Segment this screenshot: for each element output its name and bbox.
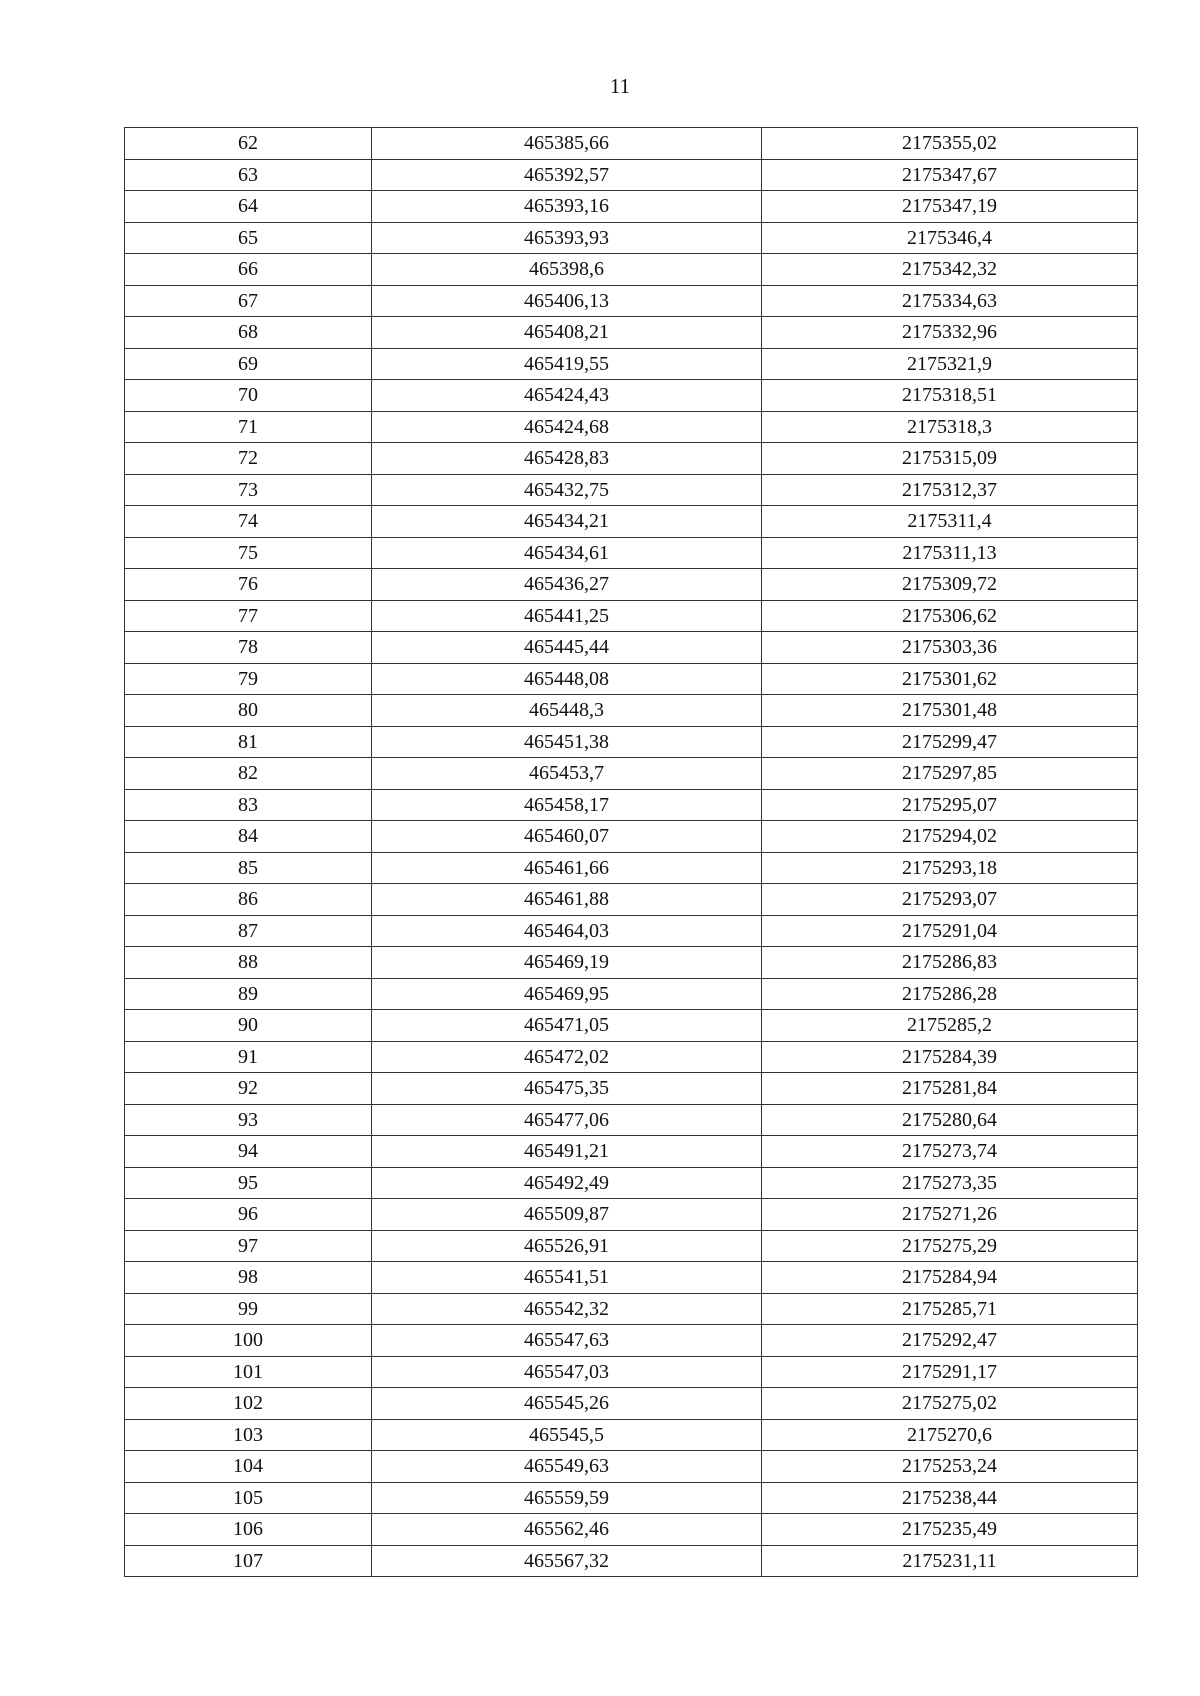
y-coordinate-cell: 2175347,67: [762, 159, 1138, 191]
point-number-cell: 83: [125, 789, 372, 821]
y-coordinate-cell: 2175306,62: [762, 600, 1138, 632]
point-number-cell: 86: [125, 884, 372, 916]
table-row: [125, 474, 1138, 506]
point-number-cell: 96: [125, 1199, 372, 1231]
x-coordinate-cell: 465461,66: [372, 852, 762, 884]
point-number-cell: 106: [125, 1514, 372, 1546]
table-row: [125, 947, 1138, 979]
point-number-cell: 105: [125, 1482, 372, 1514]
x-coordinate-cell: 465475,35: [372, 1073, 762, 1105]
point-number-cell: 75: [125, 537, 372, 569]
x-coordinate-cell: 465491,21: [372, 1136, 762, 1168]
point-number-cell: 107: [125, 1545, 372, 1577]
y-coordinate-cell: 2175318,51: [762, 380, 1138, 412]
table-row: [125, 1136, 1138, 1168]
table-row: [125, 128, 1138, 160]
x-coordinate-cell: 465458,17: [372, 789, 762, 821]
y-coordinate-cell: 2175295,07: [762, 789, 1138, 821]
y-coordinate-cell: 2175332,96: [762, 317, 1138, 349]
x-coordinate-cell: 465451,38: [372, 726, 762, 758]
point-number-cell: 100: [125, 1325, 372, 1357]
table-row: [125, 443, 1138, 475]
point-number-cell: 97: [125, 1230, 372, 1262]
y-coordinate-cell: 2175286,28: [762, 978, 1138, 1010]
x-coordinate-cell: 465562,46: [372, 1514, 762, 1546]
x-coordinate-cell: 465547,03: [372, 1356, 762, 1388]
point-number-cell: 65: [125, 222, 372, 254]
x-coordinate-cell: 465398,6: [372, 254, 762, 286]
table-row: [125, 663, 1138, 695]
point-number-cell: 102: [125, 1388, 372, 1420]
point-number-cell: 72: [125, 443, 372, 475]
x-coordinate-cell: 465428,83: [372, 443, 762, 475]
x-coordinate-cell: 465406,13: [372, 285, 762, 317]
point-number-cell: 79: [125, 663, 372, 695]
point-number-cell: 73: [125, 474, 372, 506]
x-coordinate-cell: 465542,32: [372, 1293, 762, 1325]
x-coordinate-cell: 465526,91: [372, 1230, 762, 1262]
point-number-cell: 88: [125, 947, 372, 979]
table-row: [125, 632, 1138, 664]
point-number-cell: 94: [125, 1136, 372, 1168]
y-coordinate-cell: 2175275,29: [762, 1230, 1138, 1262]
point-number-cell: 90: [125, 1010, 372, 1042]
table-row: [125, 569, 1138, 601]
y-coordinate-cell: 2175309,72: [762, 569, 1138, 601]
y-coordinate-cell: 2175301,62: [762, 663, 1138, 695]
y-coordinate-cell: 2175318,3: [762, 411, 1138, 443]
x-coordinate-cell: 465393,16: [372, 191, 762, 223]
table-row: [125, 821, 1138, 853]
y-coordinate-cell: 2175253,24: [762, 1451, 1138, 1483]
y-coordinate-cell: 2175271,26: [762, 1199, 1138, 1231]
y-coordinate-cell: 2175293,07: [762, 884, 1138, 916]
y-coordinate-cell: 2175286,83: [762, 947, 1138, 979]
page-number: 11: [609, 74, 631, 98]
table-row: [125, 285, 1138, 317]
y-coordinate-cell: 2175273,35: [762, 1167, 1138, 1199]
table-row: [125, 254, 1138, 286]
y-coordinate-cell: 2175291,04: [762, 915, 1138, 947]
x-coordinate-cell: 465436,27: [372, 569, 762, 601]
point-number-cell: 101: [125, 1356, 372, 1388]
x-coordinate-cell: 465461,88: [372, 884, 762, 916]
y-coordinate-cell: 2175311,4: [762, 506, 1138, 538]
table-row: [125, 600, 1138, 632]
table-row: [125, 317, 1138, 349]
table-row: [125, 1545, 1138, 1577]
point-number-cell: 84: [125, 821, 372, 853]
point-number-cell: 76: [125, 569, 372, 601]
table-row: [125, 726, 1138, 758]
x-coordinate-cell: 465392,57: [372, 159, 762, 191]
table-row: [125, 1451, 1138, 1483]
point-number-cell: 93: [125, 1104, 372, 1136]
x-coordinate-cell: 465477,06: [372, 1104, 762, 1136]
coordinates-table: [124, 127, 1138, 1577]
table-row: [125, 1325, 1138, 1357]
table-row: [125, 411, 1138, 443]
y-coordinate-cell: 2175301,48: [762, 695, 1138, 727]
point-number-cell: 98: [125, 1262, 372, 1294]
y-coordinate-cell: 2175334,63: [762, 285, 1138, 317]
point-number-cell: 66: [125, 254, 372, 286]
table-row: [125, 537, 1138, 569]
y-coordinate-cell: 2175294,02: [762, 821, 1138, 853]
x-coordinate-cell: 465464,03: [372, 915, 762, 947]
table-row: [125, 1262, 1138, 1294]
x-coordinate-cell: 465445,44: [372, 632, 762, 664]
x-coordinate-cell: 465469,19: [372, 947, 762, 979]
table-row: [125, 978, 1138, 1010]
point-number-cell: 85: [125, 852, 372, 884]
x-coordinate-cell: 465471,05: [372, 1010, 762, 1042]
x-coordinate-cell: 465547,63: [372, 1325, 762, 1357]
point-number-cell: 104: [125, 1451, 372, 1483]
table-row: [125, 380, 1138, 412]
table-row: [125, 1388, 1138, 1420]
y-coordinate-cell: 2175285,71: [762, 1293, 1138, 1325]
point-number-cell: 87: [125, 915, 372, 947]
table-row: [125, 1073, 1138, 1105]
point-number-cell: 80: [125, 695, 372, 727]
x-coordinate-cell: 465432,75: [372, 474, 762, 506]
table-row: [125, 884, 1138, 916]
point-number-cell: 63: [125, 159, 372, 191]
y-coordinate-cell: 2175355,02: [762, 128, 1138, 160]
y-coordinate-cell: 2175303,36: [762, 632, 1138, 664]
table-row: [125, 1104, 1138, 1136]
y-coordinate-cell: 2175280,64: [762, 1104, 1138, 1136]
table-row: [125, 1514, 1138, 1546]
x-coordinate-cell: 465509,87: [372, 1199, 762, 1231]
point-number-cell: 68: [125, 317, 372, 349]
x-coordinate-cell: 465434,21: [372, 506, 762, 538]
x-coordinate-cell: 465567,32: [372, 1545, 762, 1577]
point-number-cell: 103: [125, 1419, 372, 1451]
table-row: [125, 789, 1138, 821]
table-row: [125, 1482, 1138, 1514]
point-number-cell: 74: [125, 506, 372, 538]
x-coordinate-cell: 465448,08: [372, 663, 762, 695]
y-coordinate-cell: 2175311,13: [762, 537, 1138, 569]
y-coordinate-cell: 2175285,2: [762, 1010, 1138, 1042]
x-coordinate-cell: 465434,61: [372, 537, 762, 569]
point-number-cell: 82: [125, 758, 372, 790]
x-coordinate-cell: 465385,66: [372, 128, 762, 160]
table-row: [125, 1167, 1138, 1199]
x-coordinate-cell: 465545,5: [372, 1419, 762, 1451]
x-coordinate-cell: 465448,3: [372, 695, 762, 727]
y-coordinate-cell: 2175238,44: [762, 1482, 1138, 1514]
point-number-cell: 62: [125, 128, 372, 160]
y-coordinate-cell: 2175342,32: [762, 254, 1138, 286]
table-row: [125, 348, 1138, 380]
x-coordinate-cell: 465419,55: [372, 348, 762, 380]
table-row: [125, 1041, 1138, 1073]
x-coordinate-cell: 465549,63: [372, 1451, 762, 1483]
table-row: [125, 695, 1138, 727]
point-number-cell: 95: [125, 1167, 372, 1199]
point-number-cell: 92: [125, 1073, 372, 1105]
x-coordinate-cell: 465541,51: [372, 1262, 762, 1294]
y-coordinate-cell: 2175273,74: [762, 1136, 1138, 1168]
point-number-cell: 64: [125, 191, 372, 223]
y-coordinate-cell: 2175231,11: [762, 1545, 1138, 1577]
y-coordinate-cell: 2175346,4: [762, 222, 1138, 254]
point-number-cell: 99: [125, 1293, 372, 1325]
point-number-cell: 81: [125, 726, 372, 758]
table-row: [125, 506, 1138, 538]
point-number-cell: 91: [125, 1041, 372, 1073]
x-coordinate-cell: 465460,07: [372, 821, 762, 853]
y-coordinate-cell: 2175270,6: [762, 1419, 1138, 1451]
y-coordinate-cell: 2175281,84: [762, 1073, 1138, 1105]
table-row: [125, 191, 1138, 223]
x-coordinate-cell: 465472,02: [372, 1041, 762, 1073]
table-row: [125, 1199, 1138, 1231]
x-coordinate-cell: 465492,49: [372, 1167, 762, 1199]
coordinates-table-body: [125, 128, 1138, 1577]
point-number-cell: 69: [125, 348, 372, 380]
point-number-cell: 77: [125, 600, 372, 632]
x-coordinate-cell: 465559,59: [372, 1482, 762, 1514]
table-row: [125, 915, 1138, 947]
table-row: [125, 852, 1138, 884]
table-row: [125, 1419, 1138, 1451]
y-coordinate-cell: 2175275,02: [762, 1388, 1138, 1420]
y-coordinate-cell: 2175284,39: [762, 1041, 1138, 1073]
y-coordinate-cell: 2175292,47: [762, 1325, 1138, 1357]
y-coordinate-cell: 2175299,47: [762, 726, 1138, 758]
y-coordinate-cell: 2175297,85: [762, 758, 1138, 790]
point-number-cell: 70: [125, 380, 372, 412]
point-number-cell: 89: [125, 978, 372, 1010]
x-coordinate-cell: 465393,93: [372, 222, 762, 254]
y-coordinate-cell: 2175321,9: [762, 348, 1138, 380]
table-row: [125, 1230, 1138, 1262]
x-coordinate-cell: 465453,7: [372, 758, 762, 790]
x-coordinate-cell: 465441,25: [372, 600, 762, 632]
x-coordinate-cell: 465424,43: [372, 380, 762, 412]
table-row: [125, 1356, 1138, 1388]
y-coordinate-cell: 2175312,37: [762, 474, 1138, 506]
table-row: [125, 159, 1138, 191]
x-coordinate-cell: 465545,26: [372, 1388, 762, 1420]
y-coordinate-cell: 2175284,94: [762, 1262, 1138, 1294]
x-coordinate-cell: 465424,68: [372, 411, 762, 443]
point-number-cell: 71: [125, 411, 372, 443]
table-row: [125, 1293, 1138, 1325]
y-coordinate-cell: 2175235,49: [762, 1514, 1138, 1546]
y-coordinate-cell: 2175293,18: [762, 852, 1138, 884]
table-row: [125, 758, 1138, 790]
table-row: [125, 1010, 1138, 1042]
point-number-cell: 78: [125, 632, 372, 664]
x-coordinate-cell: 465408,21: [372, 317, 762, 349]
y-coordinate-cell: 2175347,19: [762, 191, 1138, 223]
table-row: [125, 222, 1138, 254]
y-coordinate-cell: 2175291,17: [762, 1356, 1138, 1388]
x-coordinate-cell: 465469,95: [372, 978, 762, 1010]
point-number-cell: 67: [125, 285, 372, 317]
y-coordinate-cell: 2175315,09: [762, 443, 1138, 475]
